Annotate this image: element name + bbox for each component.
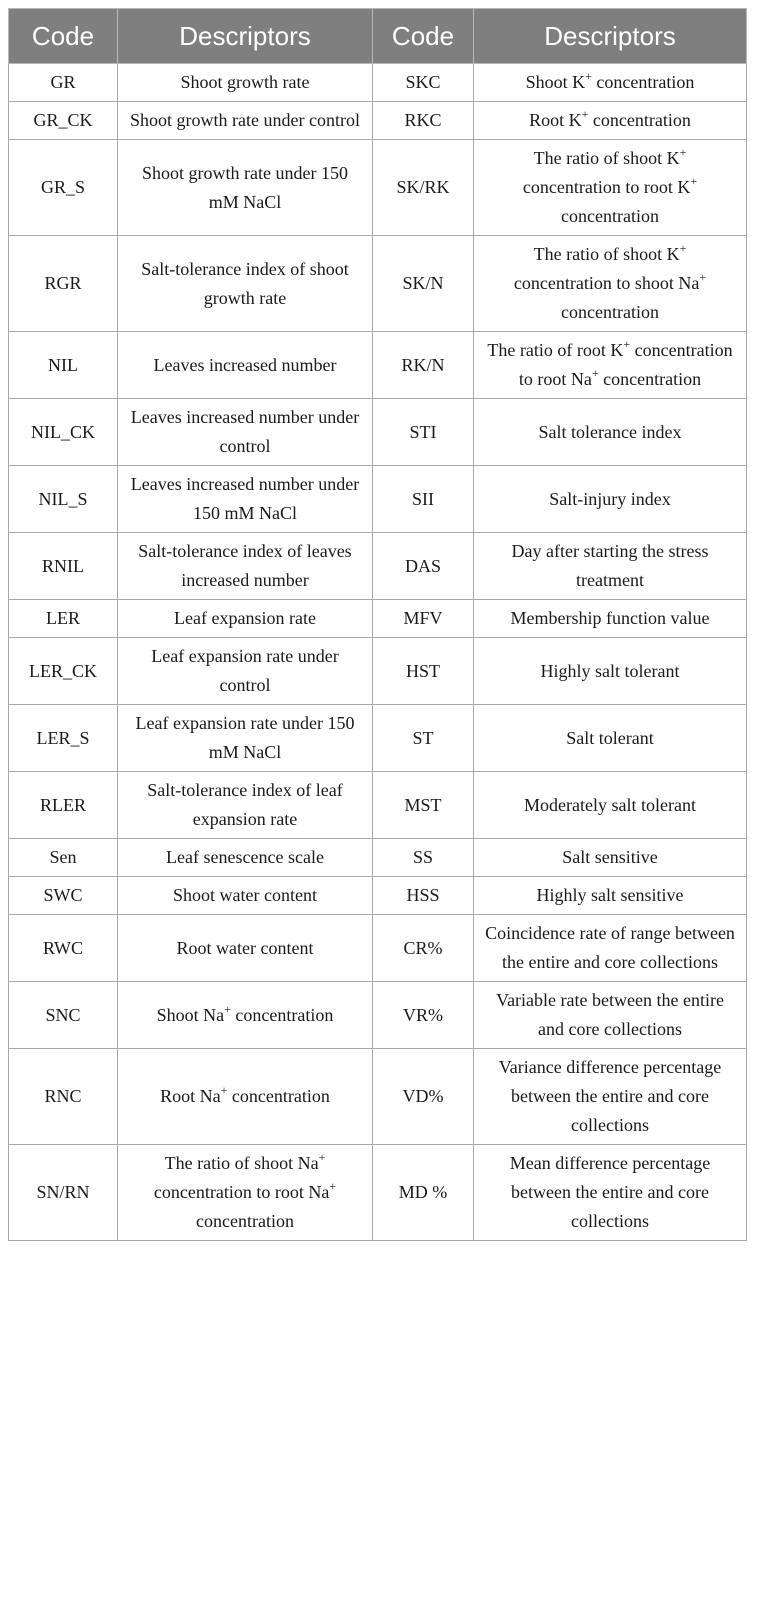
- code-cell: MD %: [373, 1145, 474, 1241]
- code-cell: HST: [373, 638, 474, 705]
- table-row: [9, 332, 747, 399]
- code-cell: NIL_CK: [9, 399, 118, 466]
- table-header: [9, 9, 747, 64]
- descriptor-cell: Shoot water content: [118, 877, 373, 915]
- code-cell: SK/N: [373, 236, 474, 332]
- descriptor-cell: Salt-tolerance index of shoot growth rate: [118, 236, 373, 332]
- table-row: [9, 877, 747, 915]
- table-row: [9, 102, 747, 140]
- descriptor-cell: Shoot K+ concentration: [474, 64, 747, 102]
- table-row: [9, 140, 747, 236]
- descriptor-cell: Day after starting the stress treatment: [474, 533, 747, 600]
- code-cell: SII: [373, 466, 474, 533]
- table-row: [9, 600, 747, 638]
- table-row: [9, 638, 747, 705]
- code-cell: SWC: [9, 877, 118, 915]
- descriptor-cell: Salt sensitive: [474, 839, 747, 877]
- descriptor-cell: Variance difference percentage between the entire and core collections: [474, 1049, 747, 1145]
- code-cell: GR_CK: [9, 102, 118, 140]
- descriptor-cell: Salt-tolerance index of leaf expansion rate: [118, 772, 373, 839]
- descriptor-cell: Variable rate between the entire and core collections: [474, 982, 747, 1049]
- code-cell: LER_CK: [9, 638, 118, 705]
- descriptor-cell: Salt tolerance index: [474, 399, 747, 466]
- descriptor-cell: Salt-injury index: [474, 466, 747, 533]
- header-descriptors-1: Descriptors: [118, 9, 373, 64]
- code-cell: SN/RN: [9, 1145, 118, 1241]
- code-cell: CR%: [373, 915, 474, 982]
- code-cell: MST: [373, 772, 474, 839]
- table-body: [9, 64, 747, 1241]
- code-cell: RK/N: [373, 332, 474, 399]
- descriptor-cell: Shoot Na+ concentration: [118, 982, 373, 1049]
- descriptor-cell: Salt-tolerance index of leaves increased number: [118, 533, 373, 600]
- code-cell: LER: [9, 600, 118, 638]
- code-cell: Sen: [9, 839, 118, 877]
- descriptor-cell: Leaf expansion rate: [118, 600, 373, 638]
- code-cell: RLER: [9, 772, 118, 839]
- code-cell: GR: [9, 64, 118, 102]
- header-row: [9, 9, 747, 64]
- code-cell: MFV: [373, 600, 474, 638]
- table-row: [9, 705, 747, 772]
- code-cell: RNC: [9, 1049, 118, 1145]
- code-cell: HSS: [373, 877, 474, 915]
- descriptor-cell: The ratio of root K+ concentration to root Na+ concentration: [474, 332, 747, 399]
- table-row: [9, 915, 747, 982]
- table-row: [9, 839, 747, 877]
- descriptor-cell: Membership function value: [474, 600, 747, 638]
- code-cell: NIL_S: [9, 466, 118, 533]
- table-row: [9, 236, 747, 332]
- code-cell: ST: [373, 705, 474, 772]
- table-row: [9, 533, 747, 600]
- table-row: [9, 772, 747, 839]
- code-cell: VD%: [373, 1049, 474, 1145]
- table-row: [9, 982, 747, 1049]
- descriptor-cell: Root Na+ concentration: [118, 1049, 373, 1145]
- descriptor-cell: Leaf senescence scale: [118, 839, 373, 877]
- descriptor-cell: Shoot growth rate under control: [118, 102, 373, 140]
- code-cell: RWC: [9, 915, 118, 982]
- code-cell: RGR: [9, 236, 118, 332]
- code-cell: SK/RK: [373, 140, 474, 236]
- table-row: [9, 1145, 747, 1241]
- abbreviations-table-container: [8, 8, 746, 1241]
- descriptor-cell: Shoot growth rate under 150 mM NaCl: [118, 140, 373, 236]
- descriptor-cell: Leaf expansion rate under 150 mM NaCl: [118, 705, 373, 772]
- code-cell: SNC: [9, 982, 118, 1049]
- descriptor-cell: Root K+ concentration: [474, 102, 747, 140]
- descriptor-cell: Leaves increased number: [118, 332, 373, 399]
- code-cell: LER_S: [9, 705, 118, 772]
- descriptor-cell: Highly salt sensitive: [474, 877, 747, 915]
- table-row: [9, 64, 747, 102]
- table-row: [9, 399, 747, 466]
- table-row: [9, 1049, 747, 1145]
- code-cell: NIL: [9, 332, 118, 399]
- descriptor-cell: The ratio of shoot K+ concentration to shoot Na+ concentration: [474, 236, 747, 332]
- descriptor-cell: Root water content: [118, 915, 373, 982]
- descriptor-cell: Leaves increased number under 150 mM NaCl: [118, 466, 373, 533]
- header-descriptors-2: Descriptors: [474, 9, 747, 64]
- descriptor-cell: Mean difference percentage between the entire and core collections: [474, 1145, 747, 1241]
- descriptor-cell: Leaves increased number under control: [118, 399, 373, 466]
- descriptor-cell: The ratio of shoot K+ concentration to root K+ concentration: [474, 140, 747, 236]
- code-cell: DAS: [373, 533, 474, 600]
- code-cell: SKC: [373, 64, 474, 102]
- descriptor-cell: Leaf expansion rate under control: [118, 638, 373, 705]
- descriptor-cell: Salt tolerant: [474, 705, 747, 772]
- code-cell: GR_S: [9, 140, 118, 236]
- descriptor-cell: Moderately salt tolerant: [474, 772, 747, 839]
- descriptor-cell: Shoot growth rate: [118, 64, 373, 102]
- code-cell: RKC: [373, 102, 474, 140]
- abbreviations-table: [8, 8, 747, 1241]
- code-cell: VR%: [373, 982, 474, 1049]
- code-cell: STI: [373, 399, 474, 466]
- descriptor-cell: Highly salt tolerant: [474, 638, 747, 705]
- code-cell: SS: [373, 839, 474, 877]
- descriptor-cell: Coincidence rate of range between the entire and core collections: [474, 915, 747, 982]
- header-code-2: Code: [373, 9, 474, 64]
- code-cell: RNIL: [9, 533, 118, 600]
- descriptor-cell: The ratio of shoot Na+ concentration to root Na+ concentration: [118, 1145, 373, 1241]
- table-row: [9, 466, 747, 533]
- header-code-1: Code: [9, 9, 118, 64]
